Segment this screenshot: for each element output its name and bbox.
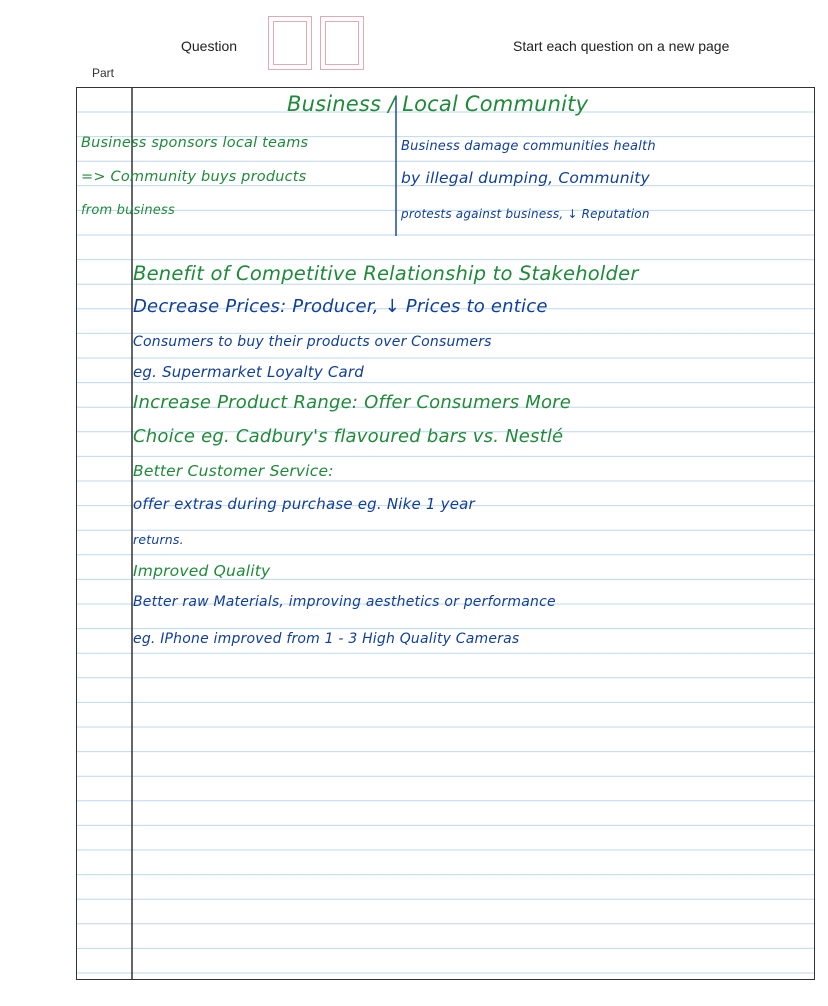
- right-column-line: Business damage communities health: [401, 139, 656, 154]
- paper-rule-lines: [77, 88, 815, 980]
- handwritten-line: Choice eg. Cadbury's flavoured bars vs. Nestlé: [133, 426, 564, 447]
- left-column-line: Business sponsors local teams: [81, 135, 309, 151]
- handwritten-line: Consumers to buy their products over Consumers: [133, 334, 492, 350]
- right-column-line: protests against business, ↓ Reputation: [401, 207, 650, 221]
- instruction-text: Start each question on a new page: [513, 38, 730, 54]
- left-column-line: from business: [81, 203, 175, 218]
- handwritten-line: Benefit of Competitive Relationship to Stakeholder: [133, 262, 639, 285]
- handwritten-line: returns.: [133, 532, 184, 547]
- handwritten-line: Improved Quality: [133, 562, 271, 580]
- right-column-line: by illegal dumping, Community: [401, 169, 650, 187]
- question-number-box-2[interactable]: [320, 16, 364, 70]
- handwritten-line: Better Customer Service:: [133, 462, 334, 480]
- handwritten-line: eg. IPhone improved from 1 - 3 High Quality Cameras: [133, 631, 520, 647]
- lined-answer-sheet: [76, 87, 815, 980]
- handwritten-title: Business / Local Community: [287, 92, 589, 116]
- handwritten-line: offer extras during purchase eg. Nike 1 year: [133, 495, 475, 513]
- handwritten-line: Better raw Materials, improving aesthetics or performance: [133, 594, 556, 610]
- handwritten-line: Decrease Prices: Producer, ↓ Prices to entice: [133, 296, 548, 317]
- question-number-box-1[interactable]: [268, 16, 312, 70]
- question-label: Question: [181, 38, 238, 54]
- handwritten-line: Increase Product Range: Offer Consumers More: [133, 392, 572, 413]
- left-column-line: => Community buys products: [81, 169, 307, 185]
- part-label: Part: [92, 66, 115, 80]
- handwritten-line: eg. Supermarket Loyalty Card: [133, 363, 365, 381]
